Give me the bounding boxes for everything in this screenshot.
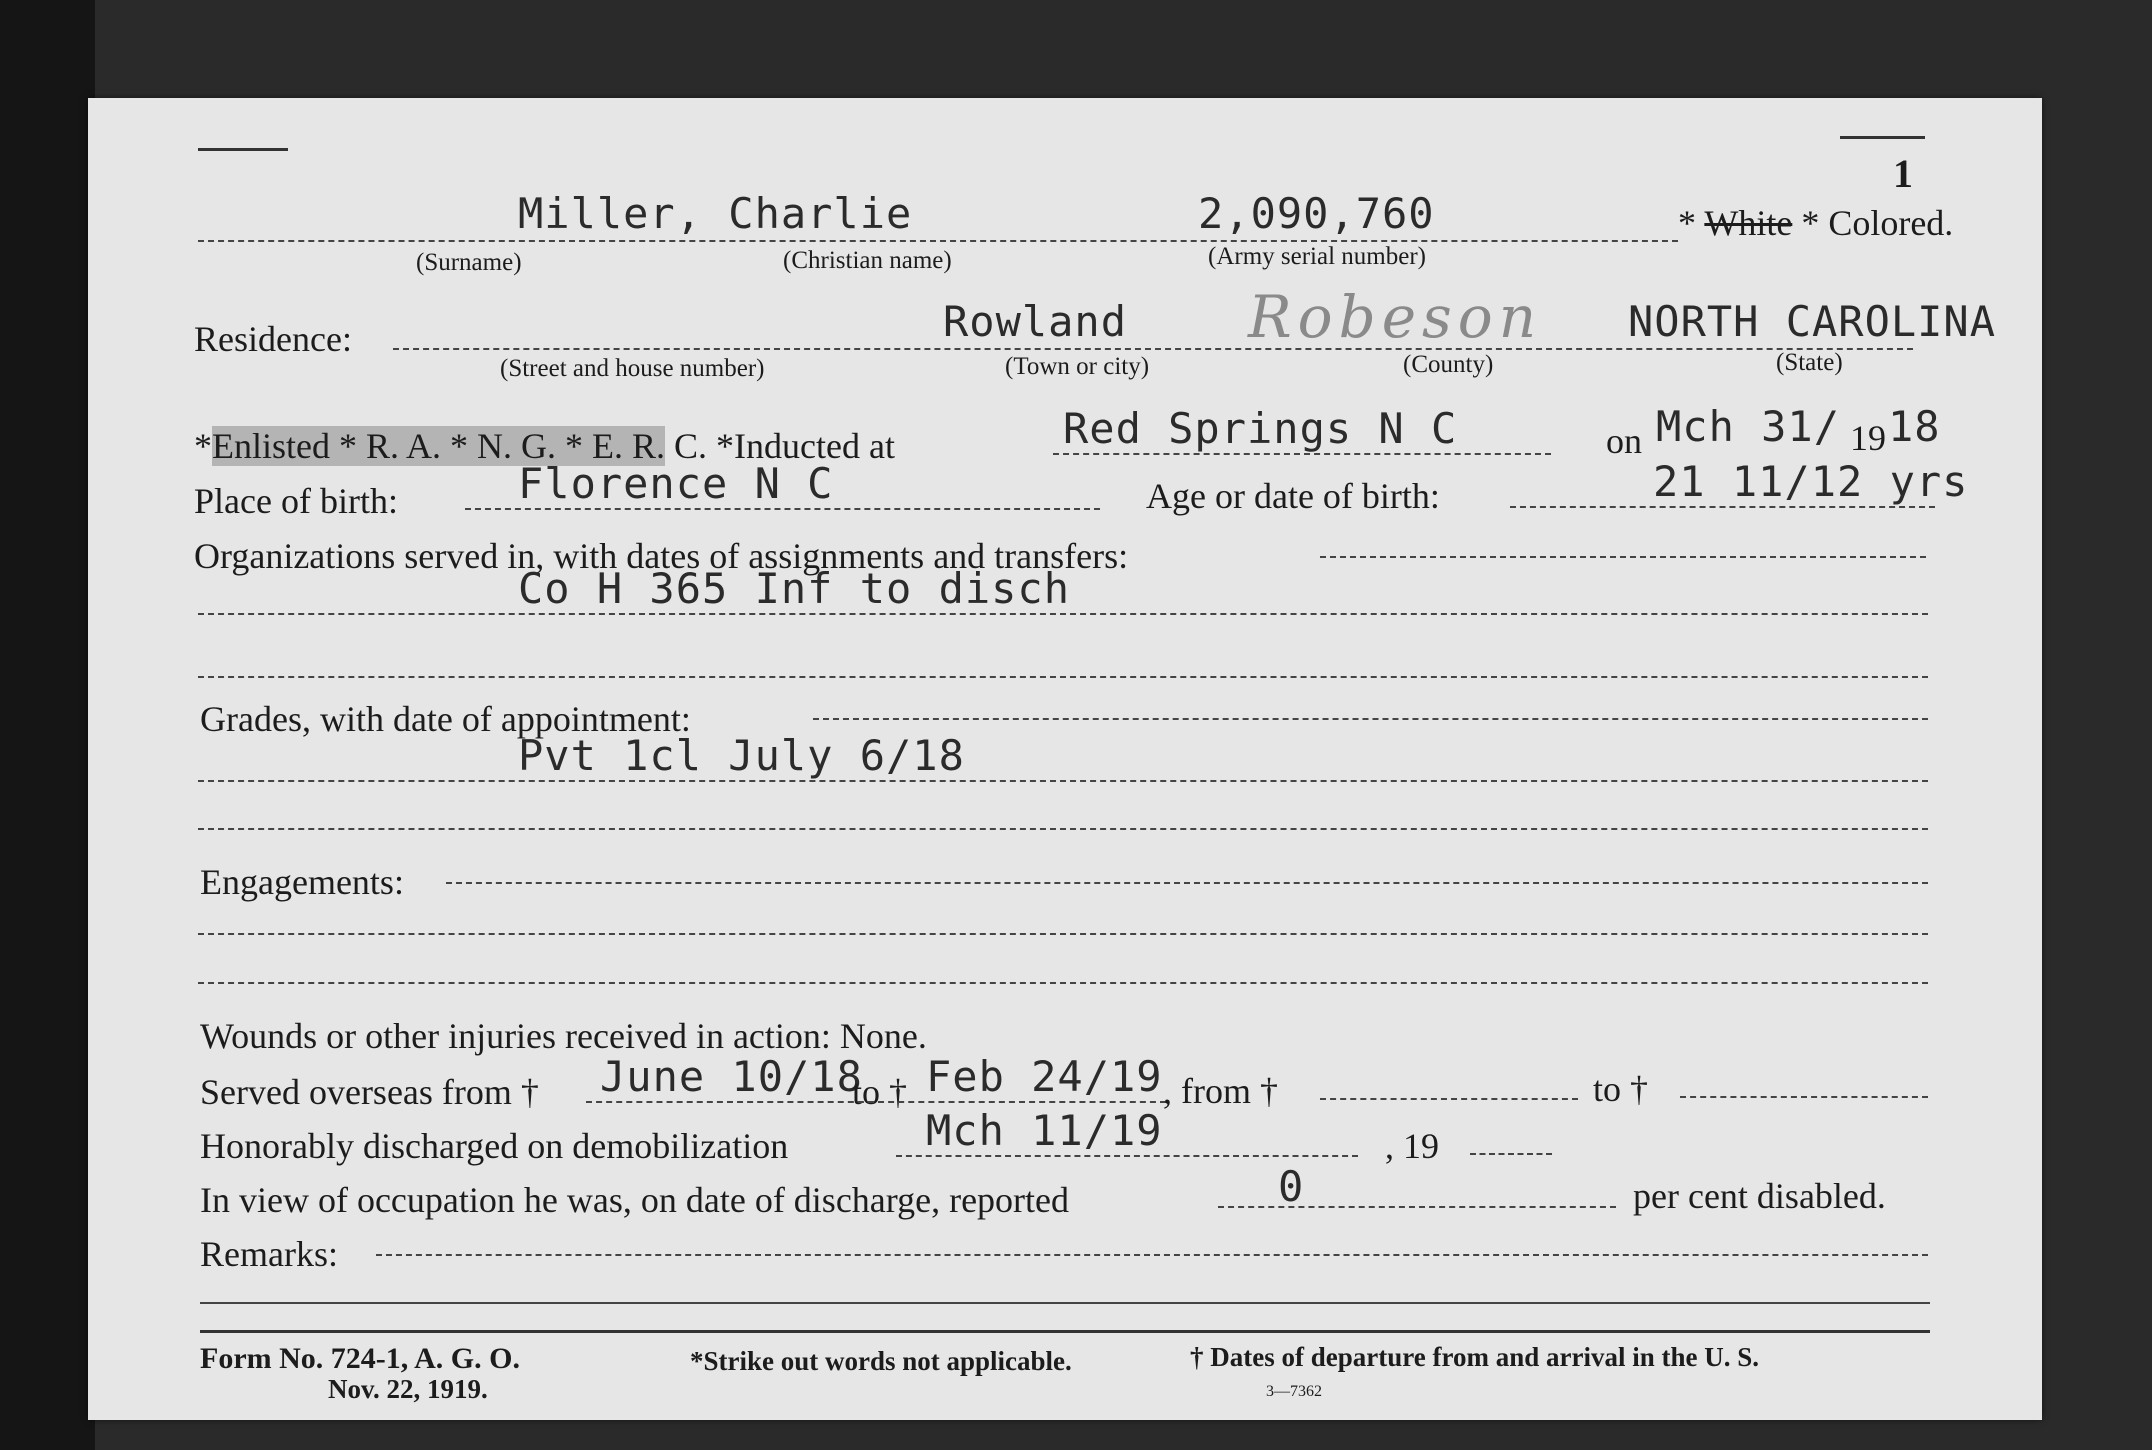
top-left-rule bbox=[198, 148, 288, 151]
grades-label: Grades, with date of appointment: bbox=[200, 699, 691, 739]
grades-value: Pvt 1cl July 6/18 bbox=[518, 731, 965, 780]
age-label: Age or date of birth: bbox=[1146, 476, 1440, 516]
footer-rule bbox=[200, 1330, 1930, 1333]
residence-county: Robeson bbox=[1248, 283, 1543, 351]
induction-year-prefix: 19 bbox=[1850, 418, 1886, 458]
disability-label: In view of occupation he was, on date of discharge, reported bbox=[200, 1180, 1070, 1220]
organizations-line-2 bbox=[198, 613, 1928, 615]
residence-label: Residence: bbox=[194, 319, 352, 359]
overseas-line-1 bbox=[586, 1101, 1166, 1103]
remarks-line-2 bbox=[200, 1302, 1930, 1304]
overseas-label: Served overseas from † bbox=[200, 1072, 539, 1112]
disability-value: 0 bbox=[1278, 1162, 1305, 1211]
engagements-line-3 bbox=[198, 982, 1928, 984]
overseas-from-word: , from † bbox=[1163, 1071, 1278, 1111]
engagements-label: Engagements: bbox=[200, 862, 404, 902]
discharge-year-prefix: , 19 bbox=[1385, 1126, 1439, 1166]
dark-left-edge bbox=[0, 0, 95, 1450]
form-number: Form No. 724-1, A. G. O. bbox=[200, 1342, 520, 1375]
top-right-rule bbox=[1840, 136, 1925, 139]
race-options: * White * Colored. bbox=[1678, 203, 1954, 243]
organizations-value: Co H 365 Inf to disch bbox=[518, 564, 1071, 613]
street-caption: (Street and house number) bbox=[500, 355, 765, 382]
name-line bbox=[198, 240, 1678, 242]
card-number: 1 bbox=[1893, 151, 1913, 196]
print-code: 3—7362 bbox=[1266, 1383, 1322, 1400]
overseas-line-2 bbox=[1320, 1098, 1578, 1100]
overseas-to-word: to † bbox=[852, 1072, 908, 1112]
race-colored: Colored. bbox=[1828, 203, 1954, 243]
remarks-label: Remarks: bbox=[200, 1234, 338, 1274]
christian-caption: (Christian name) bbox=[783, 247, 952, 274]
state-caption: (State) bbox=[1776, 349, 1843, 376]
birth-place: Florence N C bbox=[518, 459, 834, 508]
engagements-line-1 bbox=[446, 882, 1928, 884]
birth-place-line bbox=[465, 508, 1100, 510]
surname-caption: (Surname) bbox=[416, 249, 522, 276]
strike-note: *Strike out words not applicable. bbox=[690, 1346, 1072, 1376]
race-white: White bbox=[1704, 203, 1793, 243]
enlistment-label: *Enlisted * R. A. * N. G. * E. R. C. *Inducted at bbox=[194, 426, 895, 466]
residence-town: Rowland bbox=[943, 297, 1128, 346]
birth-place-label: Place of birth: bbox=[194, 481, 398, 521]
residence-line bbox=[393, 348, 1913, 350]
remarks-line-1 bbox=[376, 1254, 1928, 1256]
overseas-from-date: June 10/18 bbox=[600, 1052, 863, 1101]
age-line bbox=[1510, 506, 1935, 508]
organizations-line-3 bbox=[198, 676, 1928, 678]
residence-state: NORTH CAROLINA bbox=[1628, 297, 1997, 346]
grades-line-1 bbox=[813, 718, 1928, 720]
discharge-year-line bbox=[1470, 1153, 1552, 1155]
inducted-place: Red Springs N C bbox=[1063, 404, 1458, 453]
serial-value: 2,090,760 bbox=[1198, 189, 1435, 238]
serial-caption: (Army serial number) bbox=[1208, 243, 1426, 270]
disability-suffix: per cent disabled. bbox=[1633, 1176, 1886, 1216]
town-caption: (Town or city) bbox=[1005, 353, 1150, 380]
dates-note: † Dates of departure from and arrival in the U. S. bbox=[1190, 1342, 1759, 1372]
organizations-label: Organizations served in, with dates of assignments and transfers: bbox=[194, 536, 1129, 576]
discharge-date: Mch 11/19 bbox=[926, 1106, 1163, 1155]
service-record-card bbox=[88, 98, 2042, 1420]
discharge-label: Honorably discharged on demobilization bbox=[200, 1126, 789, 1166]
discharge-line bbox=[896, 1155, 1358, 1157]
on-label: on bbox=[1606, 421, 1642, 461]
disability-line bbox=[1218, 1206, 1616, 1208]
induction-year: 18 bbox=[1888, 402, 1941, 451]
surname-value: Miller, Charlie bbox=[518, 189, 913, 238]
inducted-line bbox=[1053, 453, 1551, 455]
form-date: Nov. 22, 1919. bbox=[328, 1374, 488, 1404]
overseas-to-date: Feb 24/19 bbox=[926, 1052, 1163, 1101]
age-value: 21 11/12 yrs bbox=[1653, 457, 1969, 506]
county-caption: (County) bbox=[1403, 351, 1494, 378]
grades-line-2 bbox=[198, 780, 1928, 782]
organizations-line-1 bbox=[1320, 556, 1926, 558]
engagements-line-2 bbox=[198, 933, 1928, 935]
overseas-to-word2: to † bbox=[1593, 1069, 1649, 1109]
overseas-line-3 bbox=[1680, 1096, 1928, 1098]
induction-date: Mch 31/ bbox=[1656, 402, 1841, 451]
wounds-label: Wounds or other injuries received in action: None. bbox=[200, 1016, 927, 1056]
grades-line-3 bbox=[198, 828, 1928, 830]
